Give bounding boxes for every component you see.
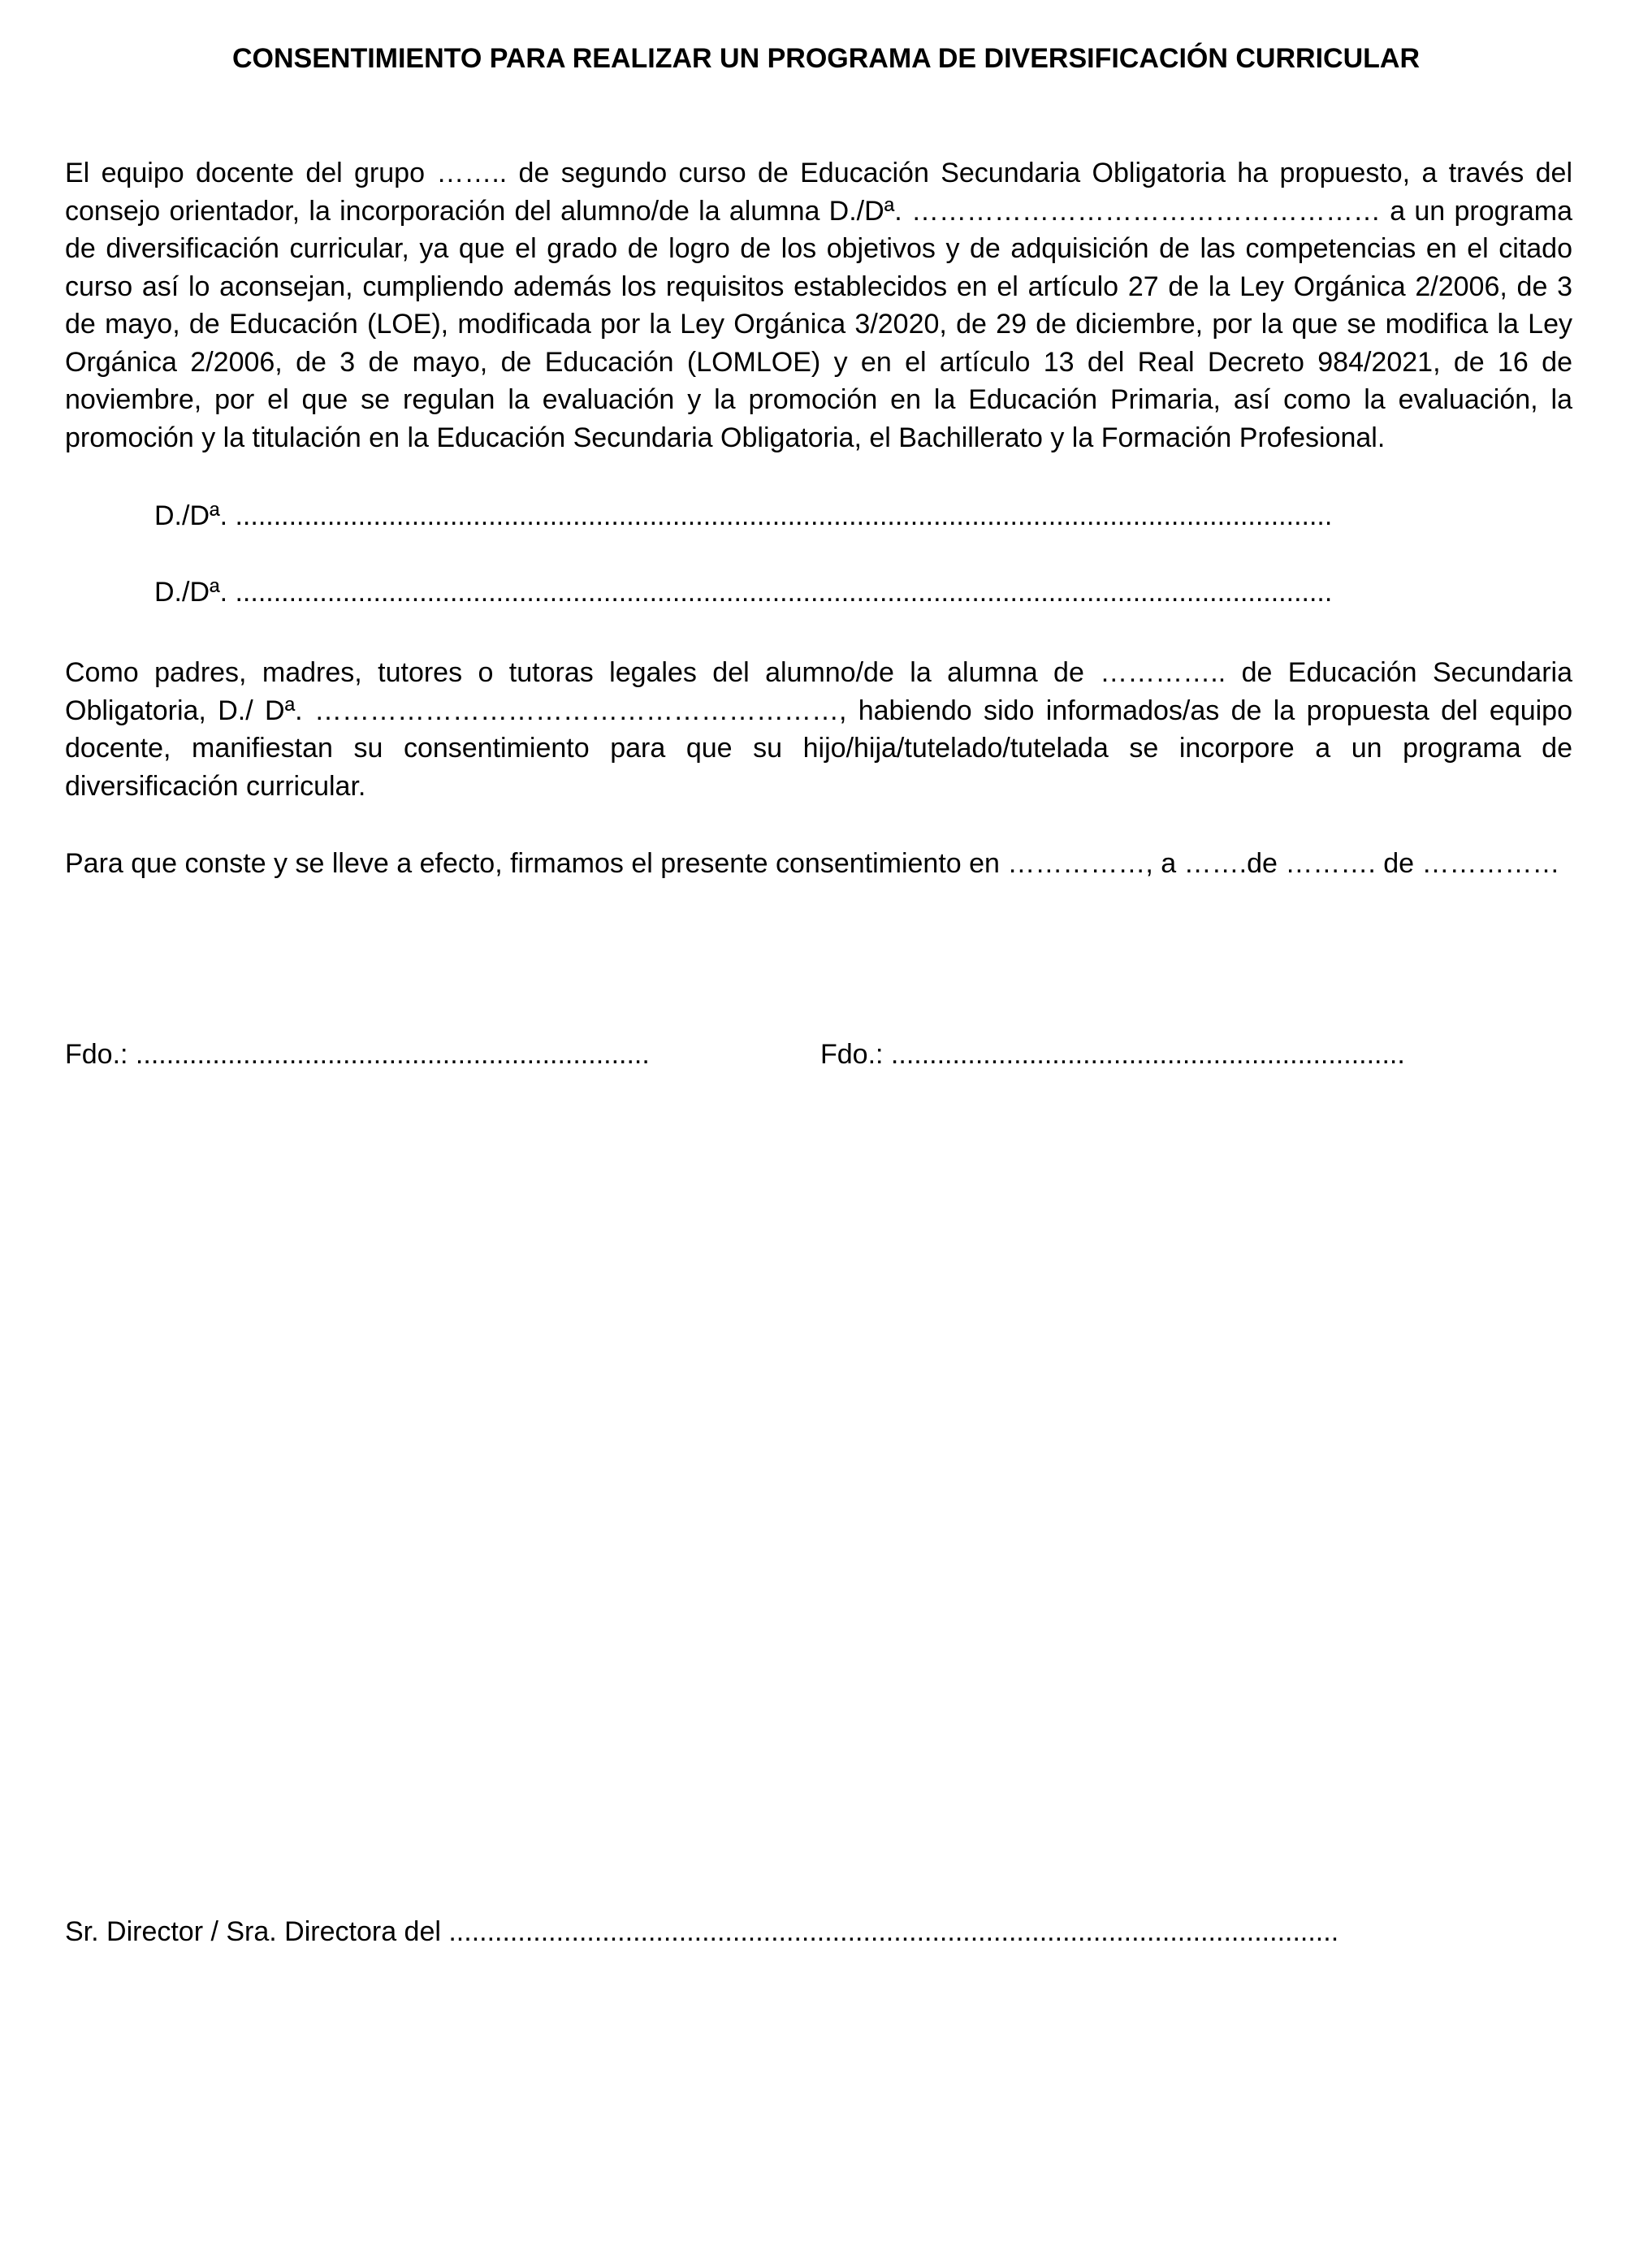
document-title: CONSENTIMIENTO PARA REALIZAR UN PROGRAMA DE DIVERSIFICACIÓN CURRICULAR — [231, 43, 1421, 74]
parent-name-line-2: D./Dª. ............................................................................................................................................... — [154, 577, 1333, 608]
signature-line-right: Fdo.: ................................................................... — [820, 1039, 1405, 1070]
paragraph-signature-place-date: Para que conste y se lleve a efecto, firmamos el presente consentimiento en ……………, a …….de ………. de …………… — [65, 848, 1560, 879]
parent-name-line-1: D./Dª. ............................................................................................................................................... — [154, 500, 1333, 531]
paragraph-proposal: El equipo docente del grupo …….. de segundo curso de Educación Secundaria Obligatoria ha propuesto, a través del consejo orientador, la incorporación del alumno/de la alumna D./Dª. …………………………………………… a un programa de diversificación curricular, ya que el grado de logro de los objetivos y de adquisición de las competencias en el citado curso así lo aconsejan, cumpliendo además los requisitos establecidos en el artículo 27 de la Ley Orgánica 2/2006, de 3 de mayo, de Educación (LOE), modificada por la Ley Orgánica 3/2020, de 29 de diciembre, por la que se modifica la Ley Orgánica 2/2006, de 3 de mayo, de Educación (LOMLOE) y en el artículo 13 del Real Decreto 984/2021, de 16 de noviembre, por el que se regulan la evaluación y la promoción en la Educación Primaria, así como la evaluación, la promoción y la titulación en la Educación Secundaria Obligatoria, el Bachillerato y la Formación Profesional. — [65, 158, 1572, 453]
addressee-line: Sr. Director / Sra. Directora del .................................................................................................................... — [65, 1916, 1339, 1947]
signature-line-left: Fdo.: ................................................................... — [65, 1039, 650, 1070]
paragraph-consent: Como padres, madres, tutores o tutoras legales del alumno/de la alumna de ………….. de Educación Secundaria Obligatoria, D./ Dª. …………………………………………………, habiendo sido informados/as de la propuesta del equipo docente, manifiestan su consentimiento para que su hijo/hija/tutelado/tutelada se incorpore a un programa de diversificación curricular. — [65, 657, 1572, 802]
